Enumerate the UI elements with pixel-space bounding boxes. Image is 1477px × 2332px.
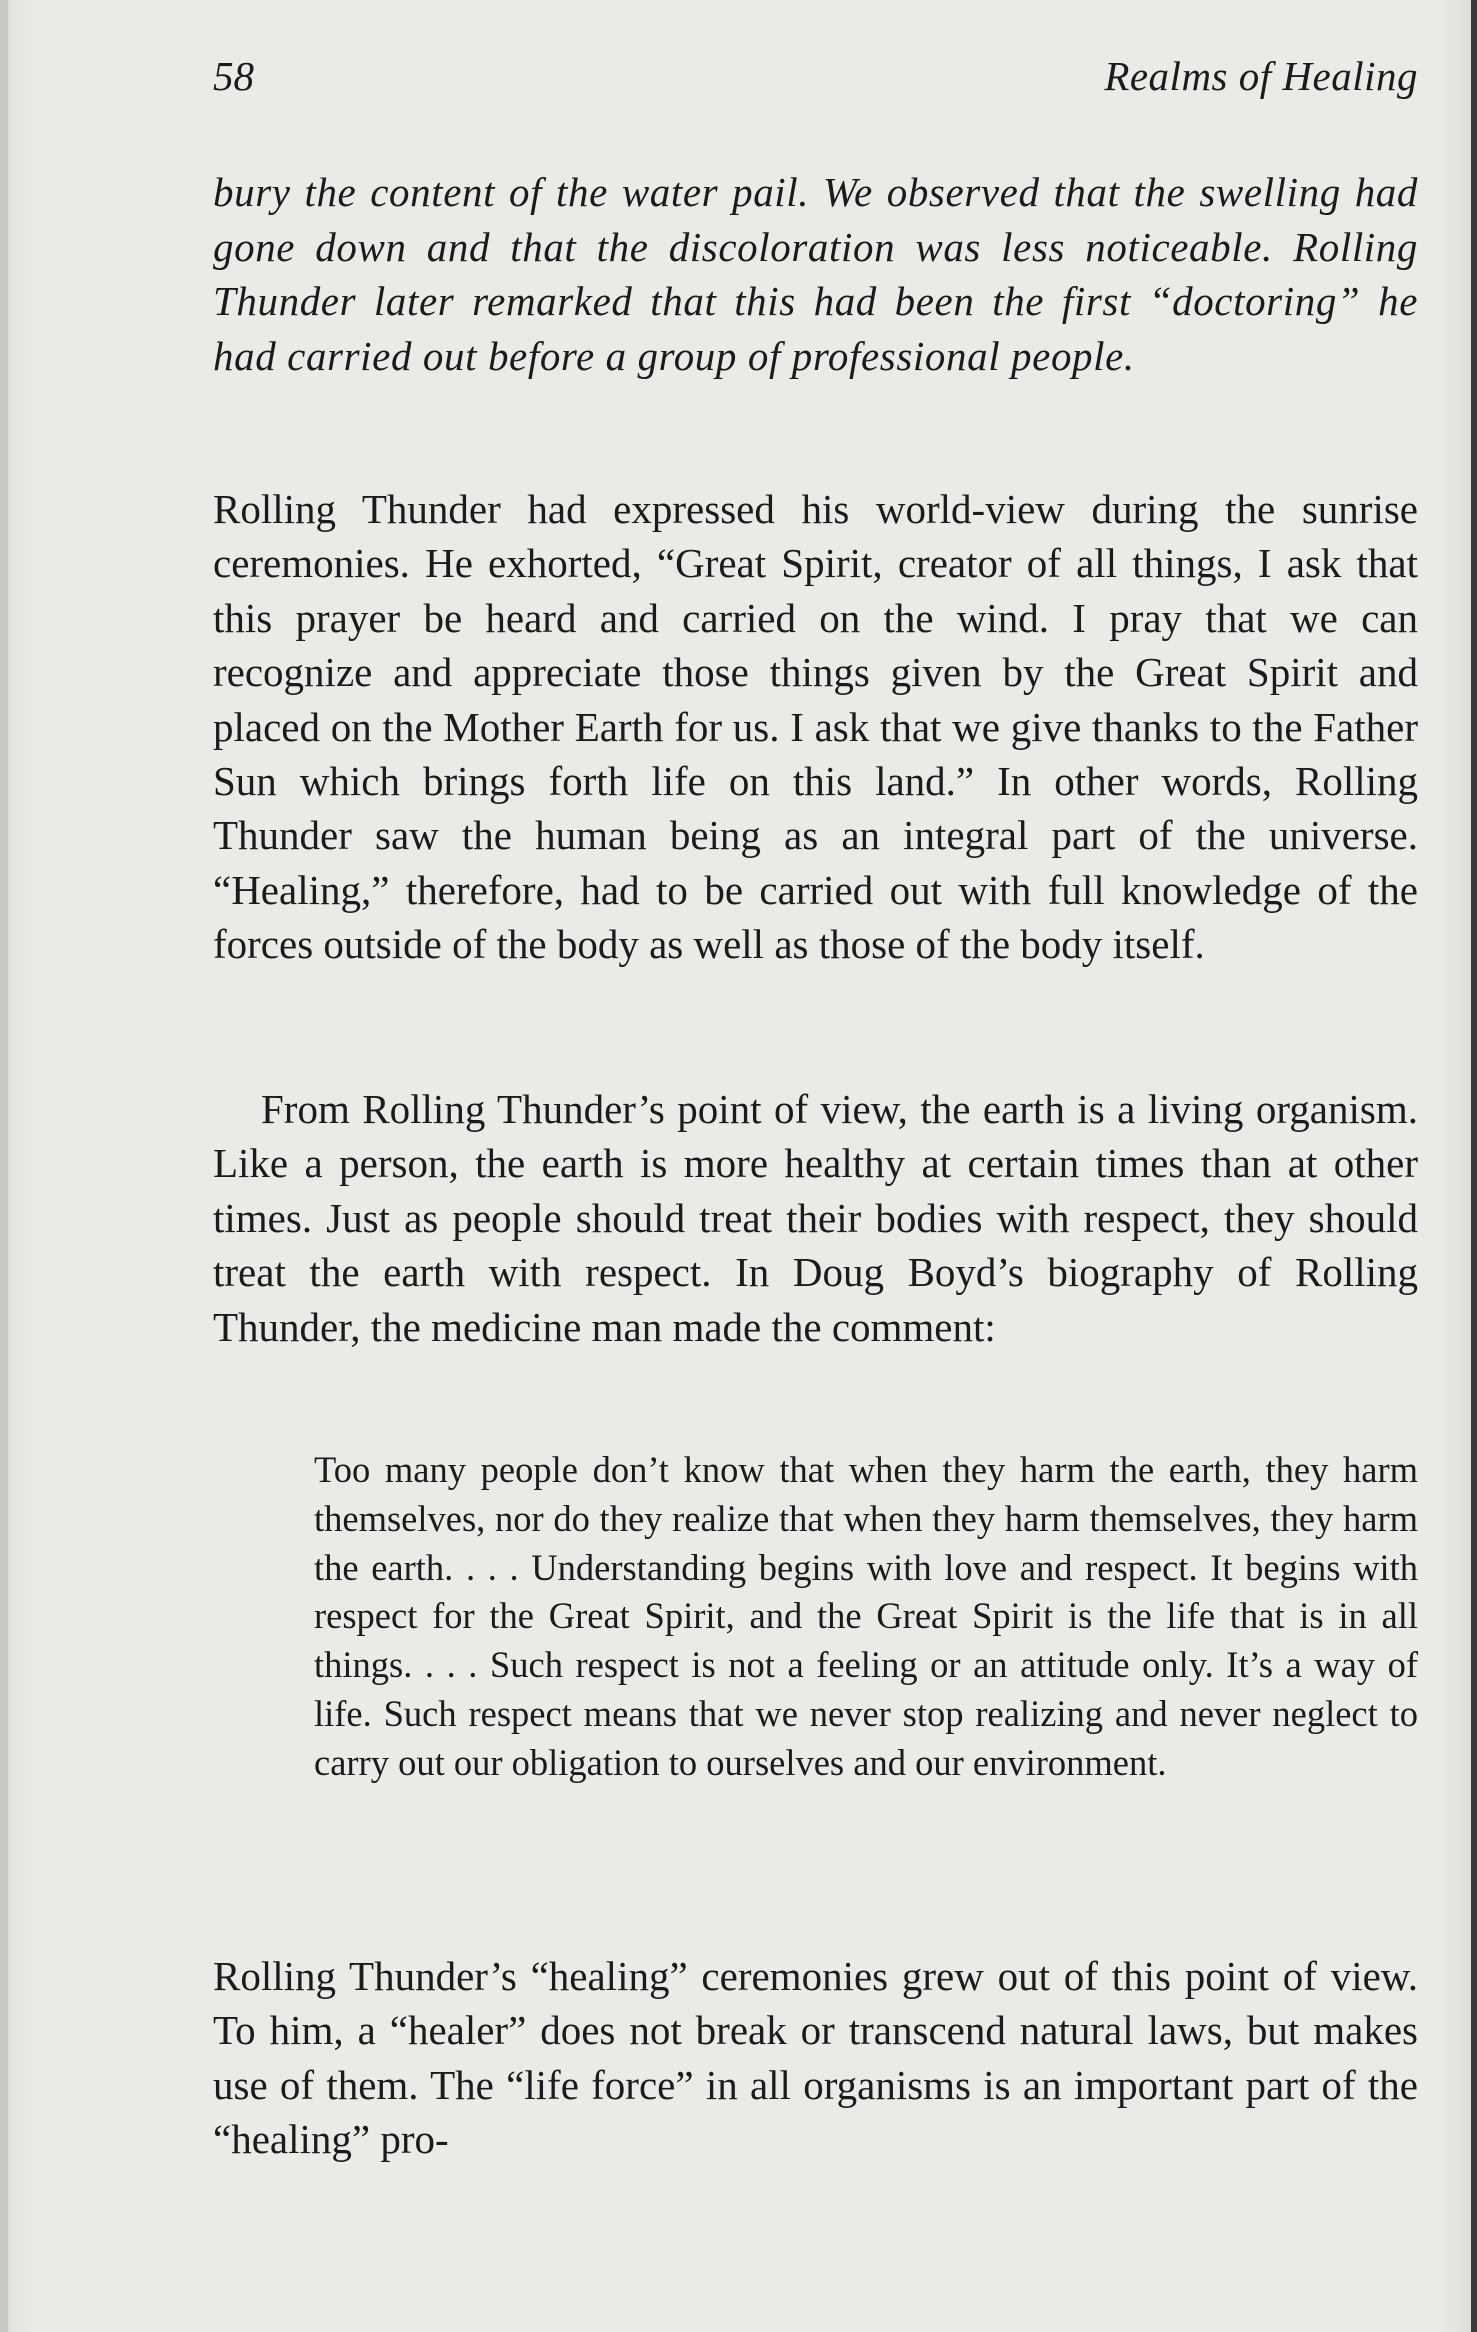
page-number: 58 bbox=[213, 53, 254, 99]
body-paragraph-earth: From Rolling Thunder’s point of view, the earth is a living organism. Like a person, the earth is more healthy at certain times than at other times. Just as people should treat their bodies with respect, they should treat the earth with respect. In Doug Boyd’s biography of Rolling Thunder, the medicine man made the comment: bbox=[213, 1086, 1418, 1350]
book-title: Realms of Healing bbox=[1104, 53, 1418, 99]
running-header bbox=[213, 52, 1418, 112]
block-quote: Too many people don’t know that when they harm the earth, they harm themselves, nor do they realize that when they harm themselves, they harm the earth. . . . Understanding begins with love and respect. It begins with respect for the Great Spirit, and the Great Spirit is the life that is in all things. . . . Such respect is not a feeling or an attitude only. It’s a way of life. Such respect means that we never stop realizing and never neglect to carry out our obligation to ourselves and our environment. bbox=[314, 1449, 1418, 1783]
italic-paragraph: bury the content of the water pail. We observed that the swelling had gone down and that the discoloration was less noticeable. Rolling Thunder later remarked that this had been the first “doctoring” he had carried out before a group of professional people. bbox=[213, 169, 1418, 379]
page-gutter-shadow bbox=[0, 0, 8, 2332]
page-edge bbox=[1471, 0, 1477, 2332]
body-paragraph-healing: Rolling Thunder’s “healing” ceremonies grew out of this point of view. To him, a “healer” does not break or transcend natural laws, but makes use of them. The “life force” in all organisms is an important part of the “healing” pro- bbox=[213, 1953, 1418, 2163]
body-paragraph-worldview: Rolling Thunder had expressed his world-view during the sunrise ceremonies. He exhorted, “Great Spirit, creator of all things, I ask that this prayer be heard and carried on the wind. I pray that we can recognize and appreciate those things given by the Great Spirit and placed on the Mother Earth for us. I ask that we give thanks to the Father Sun which brings forth life on this land.” In other words, Rolling Thunder saw the human being as an integral part of the universe. “Healing,” therefore, had to be carried out with full knowledge of the forces outside of the body as well as those of the body itself. bbox=[213, 486, 1418, 968]
